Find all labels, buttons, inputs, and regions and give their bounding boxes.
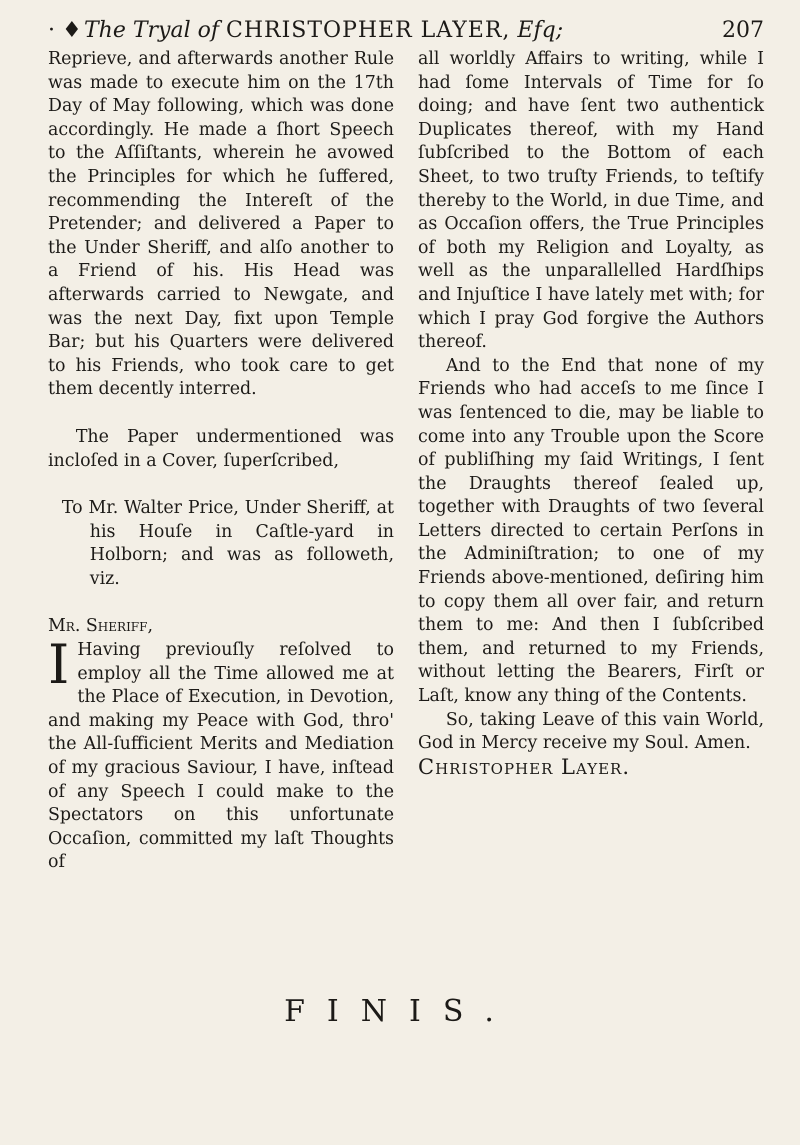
letter-body [48,633,394,875]
paragraph: And to the End that none of my Friends who had acceſs to me ſince I was ſentenced to die, may be liable to come into any Trouble upon the Score of publiſhing my ſaid Writings, I ſent the Draughts thereof ſealed up, together with Draughts of two ſeveral Letters directed to certain Perſons in the Adminiſtration; to one of my Friends above-mentioned, deſiring him to copy them all over fair, and return them to me: And then I ſubſcribed them, and returned to my Friends, without letting the Bearers, Firſt or Laſt, know any thing of the Contents. [418,355,764,707]
letter-text: Having previouſly reſolved to employ all the Time allowed me at the Place of Execution, in Devotion, and making my Peace with God, thro' the All-ſufficient Merits and Mediation of my gracious Saviour, I have, inſtead of any Speech I could make to the Spectators on this unfortunate Occaſion, committed my laſt Thoughts of [48,640,394,873]
address-block: To Mr. Walter Price, Under Sheriff, at his Houſe in Caſtle-yard in Holborn; and was as followeth, viz. [61,498,394,589]
paragraph: So, taking Leave of this vain World, God in Mercy receive my Soul. Amen. [418,709,764,754]
running-header [48,14,764,48]
running-title [84,14,563,48]
finis: FINIS. [284,994,516,1029]
title-caps: CHRISTOPHER LAYER, [226,18,511,43]
paragraph: The Paper undermentioned was incloſed in a Cover, ſuperſcribed, [48,426,394,471]
left-column [48,48,394,875]
signature: Christopher Layer. [418,754,631,779]
ornament-mark: · ♦ [48,18,82,43]
paragraph: Reprieve, and afterwards another Rule was made to execute him on the 17th Day of May following, which was done accordingly. He made a ſhort Speech to the Aſſiſtants, wherein he avowed the Principles for which he ſuffered, recommending the Intereſt of the Pretender; and delivered a Paper to the Under Sheriff, and alſo another to a Friend of his. His Head was afterwards carried to Newgate, and was the next Day, fixt upon Temple Bar; but his Quarters were delivered to his Friends, who took care to get them decently interred. [48,49,394,400]
salutation: Mr. Sheriff, [48,616,153,637]
title-italic: The Tryal of [84,18,220,43]
title-suffix: Efq; [517,18,564,43]
right-column [418,48,764,779]
drop-cap: I [48,633,70,697]
paragraph: all worldly Affairs to writing, while I had ſome Intervals of Time for ſo doing; and have ſent two authentick Duplicates thereof, with my Hand ſubſcribed to the Bottom of each Sheet, to two truſty Friends, to teſtify thereby to the World, in due Time, and as Occaſion offers, the True Principles of both my Religion and Loyalty, as well as the unparallelled Hardſhips and Injuſtice I have lately met with; for which I pray God forgive the Authors thereof. [418,49,764,353]
page-number: 207 [722,18,764,43]
